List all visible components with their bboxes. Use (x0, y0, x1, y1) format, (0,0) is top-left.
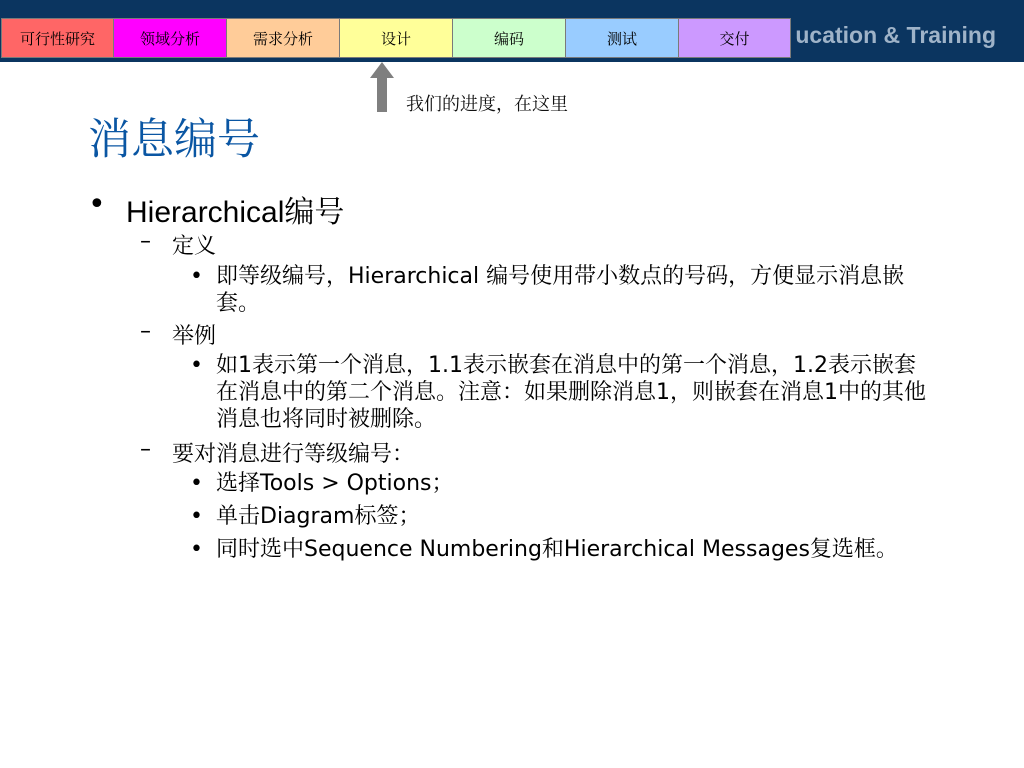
example-text: 如1表示第一个消息，1.1表示嵌套在消息中的第一个消息，1.2表示嵌套在消息中的第二个消息。注意：如果删除消息1，则嵌套在消息1中的其他消息也将同时被删除。 (216, 353, 926, 432)
phase-tab: 交付 (679, 18, 791, 58)
step-item (190, 536, 936, 563)
progress-note: 我们的进度，在这里 (406, 94, 568, 115)
phase-tab: 设计 (340, 18, 453, 58)
definition-text: 即等级编号，Hierarchical 编号使用带小数点的号码，方便显示消息嵌套。 (216, 264, 905, 316)
step-text: 单击Diagram标签； (216, 504, 421, 529)
dash-icon: – (140, 437, 151, 462)
phase-tab: 需求分析 (227, 18, 340, 58)
slide-title: 消息编号 (88, 115, 260, 165)
dash-icon: – (140, 319, 151, 344)
phase-tab: 可行性研究 (1, 18, 114, 58)
subbullet-example (140, 319, 216, 350)
step-text: 同时选中Sequence Numbering和Hierarchical Messages复选框。 (216, 537, 898, 562)
steps-label: 要对消息进行等级编号： (172, 442, 415, 467)
example-label: 举例 (172, 324, 217, 349)
definition-item (190, 263, 936, 317)
phase-tab: 测试 (566, 18, 679, 58)
phase-tab: 领域分析 (114, 18, 227, 58)
bullet-dot-icon: • (190, 264, 203, 289)
bullet-dot-icon: • (190, 471, 203, 496)
step-item (190, 503, 936, 530)
step-text: 选择Tools > Options； (216, 471, 454, 496)
bullet-dot-icon: • (190, 353, 203, 378)
step-item (190, 470, 936, 497)
subbullet-steps (140, 437, 414, 468)
bullet-hierarchical (88, 187, 344, 231)
bullet-text: Hierarchical编号 (126, 196, 345, 229)
bullet-dot-icon: • (88, 187, 106, 222)
bullet-dot-icon: • (190, 504, 203, 529)
brand-text: ucation & Training (795, 22, 996, 48)
example-item (190, 352, 936, 433)
definition-label: 定义 (172, 234, 217, 259)
dash-icon: – (140, 229, 151, 254)
bullet-dot-icon: • (190, 537, 203, 562)
subbullet-definition (140, 229, 216, 260)
phase-tab: 编码 (453, 18, 566, 58)
